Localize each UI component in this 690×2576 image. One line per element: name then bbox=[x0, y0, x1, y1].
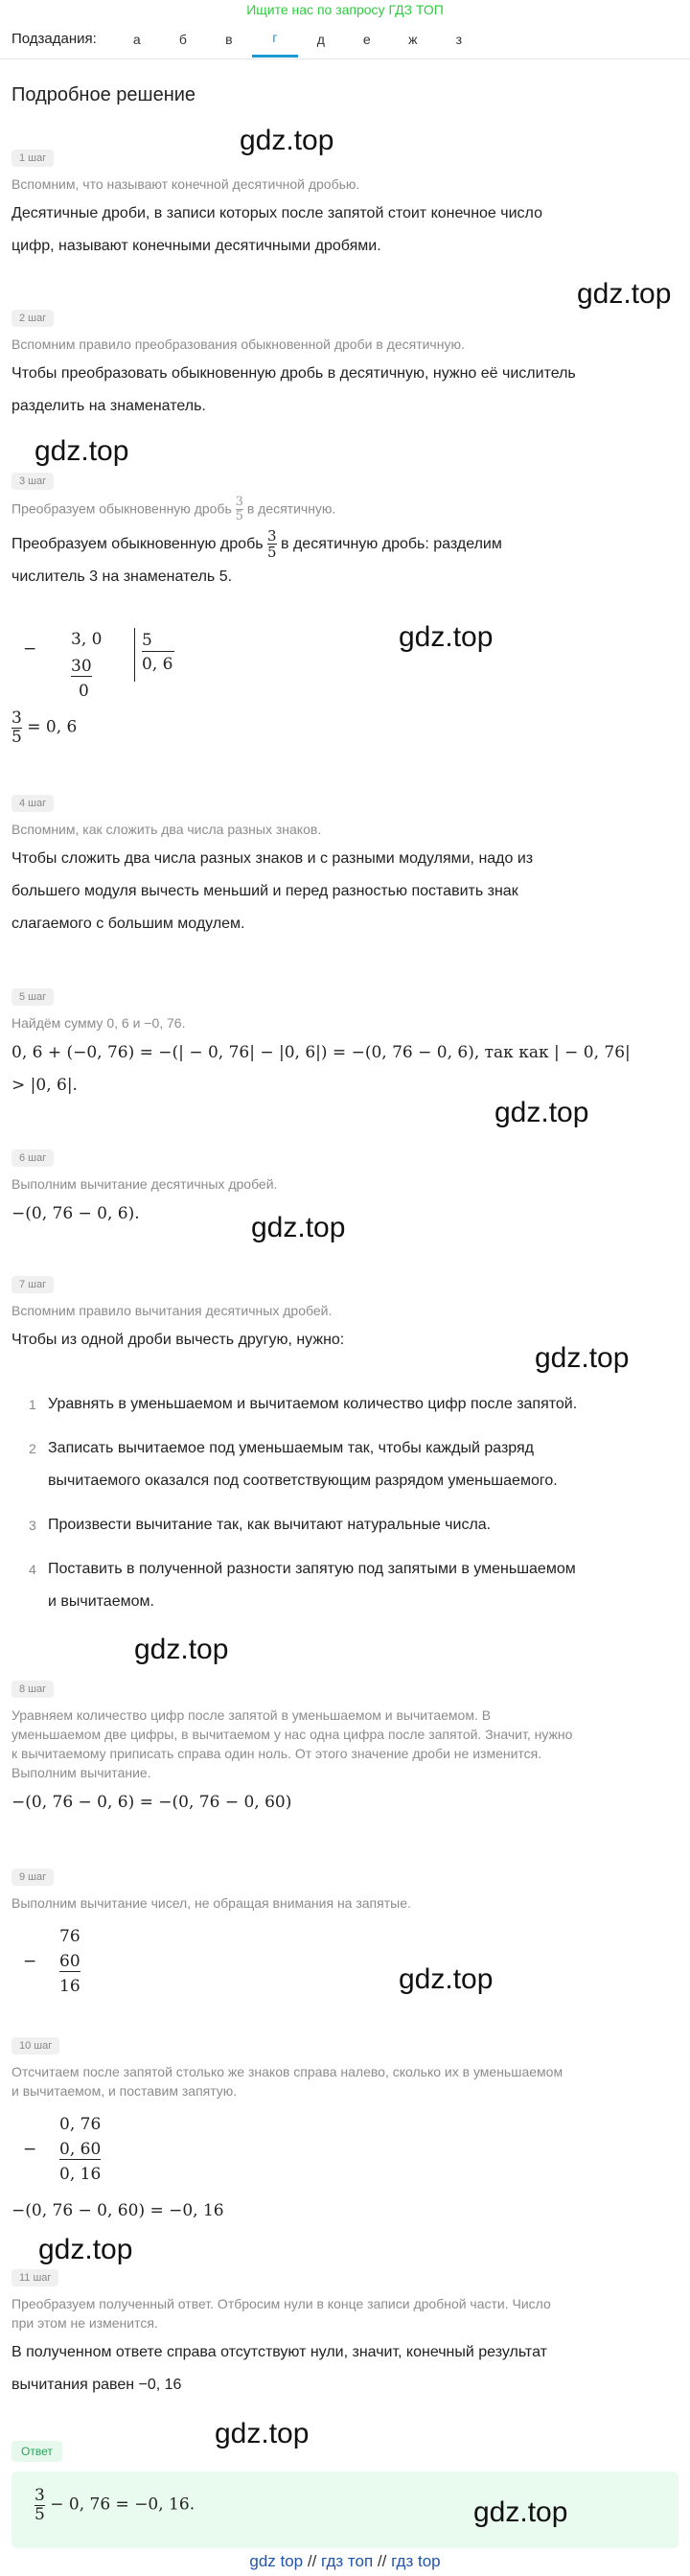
watermark: gdz.top bbox=[399, 1963, 494, 1995]
search-banner: Ищите нас по запросу ГДЗ ТОП bbox=[246, 2, 444, 17]
subtask-tab-v[interactable]: в bbox=[225, 31, 233, 47]
step-10 bbox=[12, 2036, 678, 2100]
subtask-tab-b[interactable]: б bbox=[178, 31, 187, 47]
step-text: слагаемого с большим модулем. bbox=[12, 916, 245, 932]
step-1 bbox=[12, 149, 678, 263]
step-hint: Выполним вычитание. bbox=[12, 1765, 151, 1780]
step-text: Чтобы из одной дроби вычесть другую, нужно: bbox=[12, 1332, 345, 1348]
watermark: gdz.top bbox=[34, 435, 129, 467]
step-badge: 11 шаг bbox=[12, 2269, 58, 2286]
step-hint: Преобразуем обыкновенную дробь $\frac{3}{5}$ в десятичную. bbox=[12, 495, 336, 524]
step-hint: уменьшаемом две цифры, в вычитаемом у нас одна цифра после запятой. Значит, нужно bbox=[12, 1727, 573, 1742]
subtask-tab-z[interactable]: з bbox=[455, 31, 463, 47]
watermark: gdz.top bbox=[577, 278, 672, 310]
step-8 bbox=[12, 1680, 678, 1819]
step-hint: Отсчитаем после запятой столько же знаков справа налево, сколько их в уменьшаемом bbox=[12, 2064, 564, 2079]
step-badge: 5 шаг bbox=[12, 988, 54, 1006]
rule-item-4: 4 Поставить в полученной разности запятую под запятыми в уменьшаемом и вычитаемом. bbox=[29, 1561, 576, 1610]
subtask-tab-zh[interactable]: ж bbox=[408, 31, 418, 47]
step-expression: −(0, 76 − 0, 6). bbox=[12, 1204, 140, 1223]
step-text: разделить на знаменатель. bbox=[12, 398, 206, 414]
step-text: Чтобы преобразовать обыкновенную дробь в десятичную, нужно её числитель bbox=[12, 365, 576, 382]
subtasks-label: Подзадания: bbox=[12, 31, 97, 47]
step-text: цифр, называют конечными десятичными дробями. bbox=[12, 238, 381, 254]
step-hint: Уравняем количество цифр после запятой в уменьшаемом и вычитаемом. В bbox=[12, 1707, 492, 1723]
step-hint: Выполним вычитание десятичных дробей. bbox=[12, 1176, 278, 1192]
step-badge: 4 шаг bbox=[12, 795, 54, 812]
step-hint: Преобразуем полученный ответ. Отбросим нули в конце записи дробной части. Число bbox=[12, 2296, 551, 2311]
long-division: − 3, 0 30 0 5 0, 6 bbox=[23, 630, 173, 701]
step-expression: −(0, 76 − 0, 60) = −0, 16 bbox=[12, 2201, 224, 2220]
step-hint: Вспомним, что называют конечной десятичной дробью. bbox=[12, 176, 360, 192]
column-subtraction: − 76 60 16 bbox=[23, 1927, 80, 1996]
step-expression: −(0, 76 − 0, 6) = −(0, 76 − 0, 60) bbox=[12, 1793, 292, 1812]
watermark: gdz.top bbox=[251, 1212, 346, 1243]
subtask-tab-e[interactable]: е bbox=[362, 31, 371, 47]
step-text: В полученном ответе справа отсутствуют нули, значит, конечный результат bbox=[12, 2344, 547, 2360]
rule-item-3: 3 Произвести вычитание так, как вычитают натуральные числа. bbox=[29, 1517, 492, 1533]
step-3 bbox=[12, 472, 678, 593]
answer-box bbox=[12, 2472, 678, 2548]
step-hint: Вспомним, как сложить два числа разных знаков. bbox=[12, 822, 322, 837]
step-badge: 8 шаг bbox=[12, 1681, 54, 1698]
rule-item-1: 1 Уравнять в уменьшаемом и вычитаемом количество цифр после запятой. bbox=[29, 1396, 578, 1412]
subtask-tab-d[interactable]: д bbox=[316, 31, 325, 47]
step-hint: Найдём сумму 0, 6 и −0, 76. bbox=[12, 1015, 186, 1031]
step-text: большего модуля вычесть меньший и перед разностью поставить знак bbox=[12, 883, 518, 899]
footer-link[interactable]: gdz top bbox=[249, 2552, 304, 2570]
step-badge: 10 шаг bbox=[12, 2037, 59, 2054]
step-hint: Выполним вычитание чисел, не обращая внимания на запятые. bbox=[12, 1895, 411, 1911]
footer-link[interactable]: гдз топ bbox=[321, 2552, 374, 2570]
step-badge: 2 шаг bbox=[12, 310, 54, 327]
subtasks-nav bbox=[0, 19, 690, 59]
step-expression: > |0, 6|. bbox=[12, 1076, 78, 1095]
step-9 bbox=[12, 1868, 678, 1913]
step-hint: и вычитаемом, и поставим запятую. bbox=[12, 2083, 238, 2099]
step-text: Чтобы сложить два числа разных знаков и с разными модулями, надо из bbox=[12, 850, 534, 867]
step-badge: 7 шаг bbox=[12, 1276, 54, 1293]
watermark: gdz.top bbox=[215, 2418, 310, 2449]
watermark: gdz.top bbox=[494, 1097, 589, 1128]
step-11 bbox=[12, 2268, 678, 2402]
step-badge: 3 шаг bbox=[12, 473, 54, 490]
watermark: gdz.top bbox=[240, 125, 334, 156]
footer-links: gdz top // гдз топ // гдз top bbox=[249, 2552, 441, 2570]
watermark: gdz.top bbox=[38, 2234, 133, 2265]
rule-item-2: 2 Записать вычитаемое под уменьшаемым так, чтобы каждый разряд вычитаемого оказался под соответствующим разрядом уменьшаемого. bbox=[29, 1440, 558, 1489]
answer-label: Ответ bbox=[12, 2441, 62, 2462]
step-badge: 6 шаг bbox=[12, 1149, 54, 1167]
watermark: gdz.top bbox=[134, 1634, 229, 1665]
step-text: Десятичные дроби, в записи которых после запятой стоит конечное число bbox=[12, 205, 542, 221]
step-badge: 1 шаг bbox=[12, 150, 54, 167]
watermark: gdz.top bbox=[473, 2496, 568, 2528]
watermark: gdz.top bbox=[399, 621, 494, 653]
step-4 bbox=[12, 794, 678, 940]
fraction-result: $\frac{3}{5}$ = 0, 6 bbox=[12, 708, 78, 747]
step-badge: 9 шаг bbox=[12, 1868, 54, 1886]
step-text: числитель 3 на знаменатель 5. bbox=[12, 568, 233, 585]
step-hint: при этом не изменится. bbox=[12, 2315, 158, 2331]
step-text: вычитания равен −0, 16 bbox=[12, 2377, 182, 2393]
step-hint: к вычитаемому приписать справа один ноль. От этого значение дроби не изменится. bbox=[12, 1746, 542, 1761]
step-hint: Вспомним правило вычитания десятичных дробей. bbox=[12, 1303, 333, 1318]
answer-expression: $\frac{3}{5}$ − 0, 76 = −0, 16. bbox=[34, 2486, 196, 2524]
subtask-tab-a[interactable]: а bbox=[132, 31, 141, 47]
watermark: gdz.top bbox=[535, 1342, 630, 1374]
column-subtraction: − 0, 76 0, 60 0, 16 bbox=[23, 2115, 102, 2184]
subtask-tab-g[interactable]: г bbox=[252, 20, 298, 58]
step-expression: 0, 6 + (−0, 76) = −(| − 0, 76| − |0, 6|) = −(0, 76 − 0, 6), так как | − 0, 76| bbox=[12, 1043, 631, 1062]
solution-title: Подробное решение bbox=[12, 84, 196, 105]
step-text: Преобразуем обыкновенную дробь $\frac{3}{5}$ в десятичную дробь: разделим bbox=[12, 526, 502, 562]
step-hint: Вспомним правило преобразования обыкновенной дроби в десятичную. bbox=[12, 337, 465, 352]
step-2 bbox=[12, 309, 678, 423]
step-5 bbox=[12, 987, 678, 1102]
footer-link[interactable]: гдз top bbox=[391, 2552, 441, 2570]
